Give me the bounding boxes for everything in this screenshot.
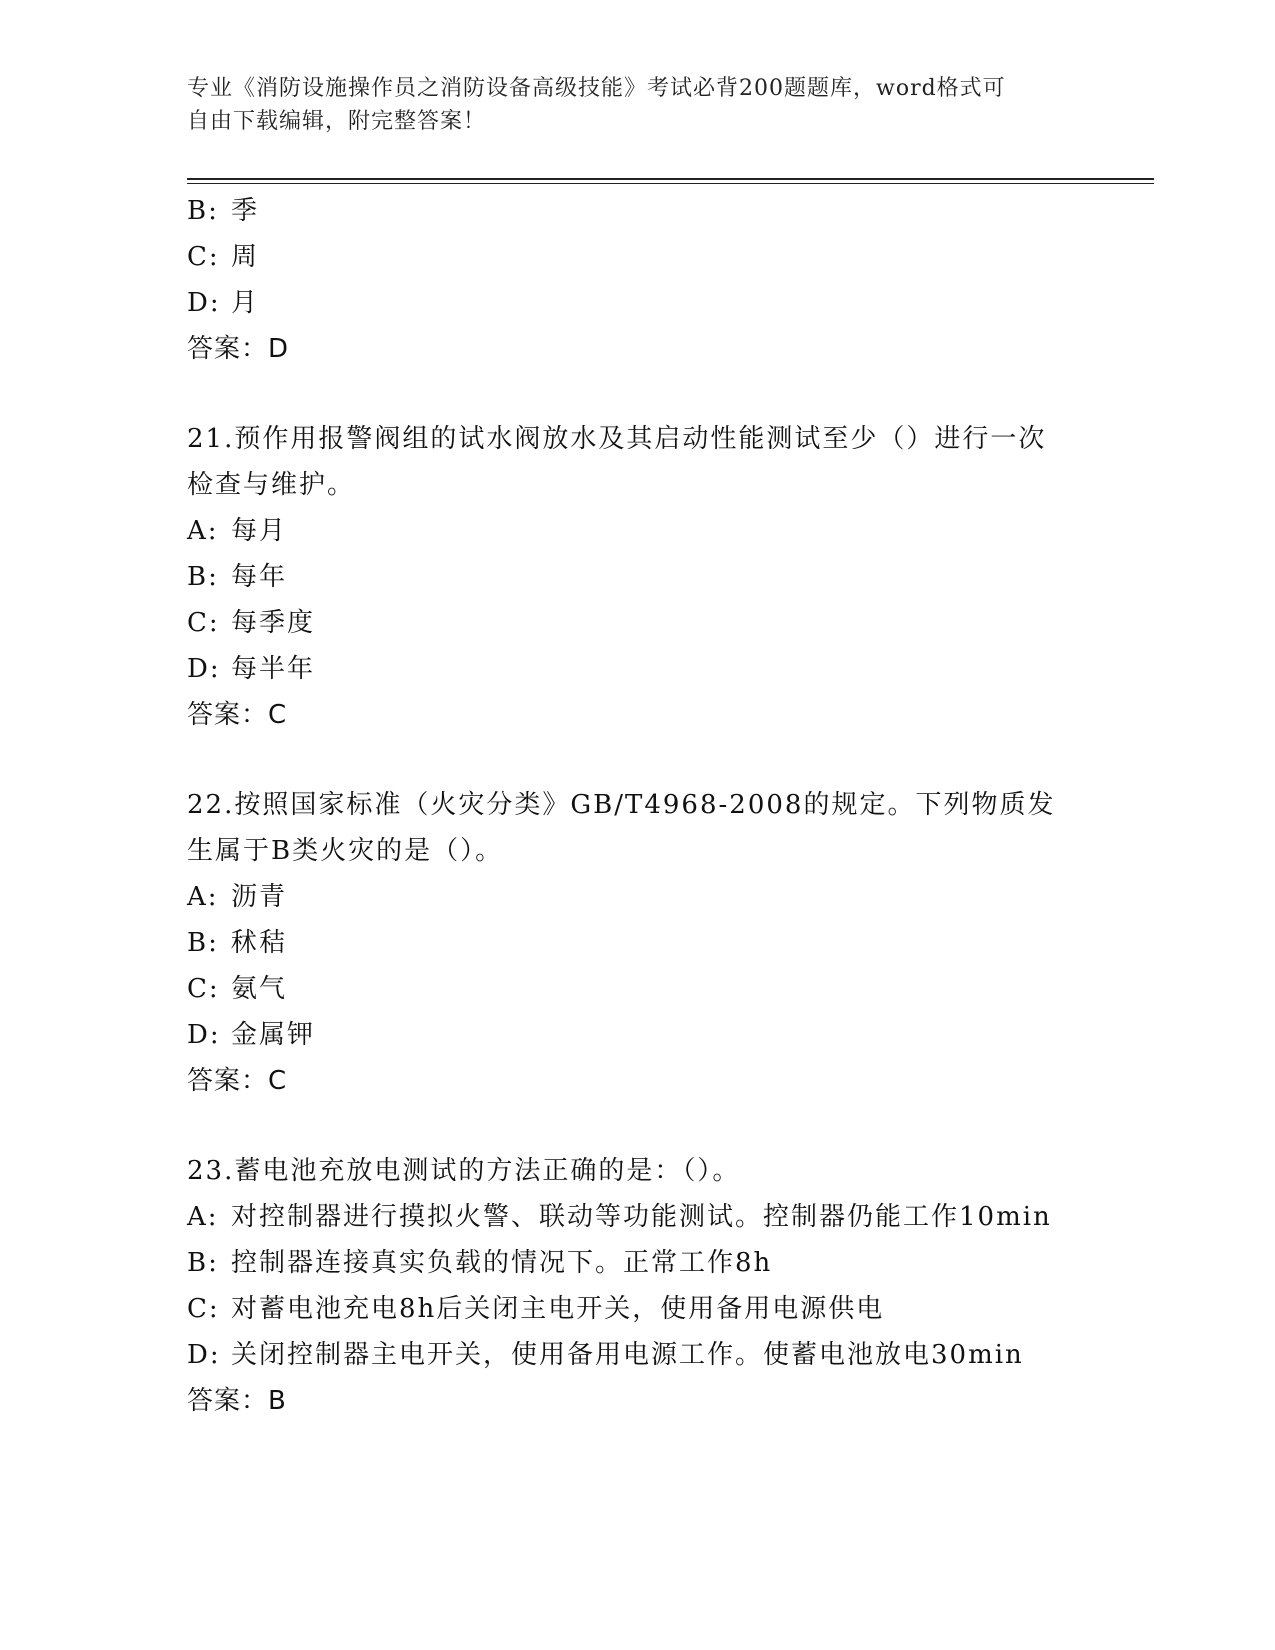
option-d bbox=[187, 1012, 1087, 1058]
header-line-2: 自由下载编辑，附完整答案！ bbox=[187, 109, 487, 134]
option-b bbox=[187, 920, 1087, 966]
option-c bbox=[187, 234, 1087, 280]
question-content bbox=[187, 188, 1087, 1424]
question-stem: 23.蓄电池充放电测试的方法正确的是：（）。 bbox=[187, 1156, 741, 1186]
option-letter: A: bbox=[187, 1202, 219, 1232]
question-22 bbox=[187, 782, 1087, 1104]
option-text: 控制器连接真实负载的情况下。正常工作8h bbox=[231, 1248, 773, 1278]
option-text: 月 bbox=[231, 288, 260, 318]
option-letter: B: bbox=[187, 562, 219, 592]
option-letter: C: bbox=[187, 608, 220, 638]
spacer bbox=[187, 738, 1087, 782]
option-text: 秫秸 bbox=[231, 928, 288, 958]
option-letter: D: bbox=[187, 1340, 221, 1370]
option-text: 对蓄电池充电8h后关闭主电开关，使用备用电源供电 bbox=[231, 1294, 885, 1324]
header-divider-thin bbox=[187, 183, 1154, 184]
answer-line: 答案：C bbox=[187, 1066, 288, 1096]
answer-line: 答案：D bbox=[187, 334, 290, 364]
carryover-question bbox=[187, 188, 1087, 372]
option-letter: C: bbox=[187, 242, 220, 272]
option-b bbox=[187, 1240, 1087, 1286]
option-c bbox=[187, 600, 1087, 646]
option-c bbox=[187, 1286, 1087, 1332]
question-23 bbox=[187, 1148, 1087, 1424]
question-stem: 21.预作用报警阀组的试水阀放水及其启动性能测试至少（）进行一次检查与维护。 bbox=[187, 424, 1047, 500]
spacer bbox=[187, 1104, 1087, 1148]
option-letter: B: bbox=[187, 196, 219, 226]
option-b bbox=[187, 554, 1087, 600]
option-text: 金属钾 bbox=[231, 1020, 316, 1050]
option-text: 每月 bbox=[231, 516, 288, 546]
option-a bbox=[187, 508, 1087, 554]
option-letter: C: bbox=[187, 1294, 220, 1324]
header-line-1: 专业《消防设施操作员之消防设备高级技能》考试必背200题题库，word格式可 bbox=[187, 76, 1006, 101]
question-stem: 22.按照国家标准（火灾分类》GB/T4968-2008的规定。下列物质发生属于B类火灾的是（）。 bbox=[187, 790, 1056, 866]
document-header bbox=[187, 72, 1067, 138]
header-divider-thick bbox=[187, 178, 1154, 180]
option-text: 氨气 bbox=[231, 974, 288, 1004]
option-letter: D: bbox=[187, 1020, 221, 1050]
option-b bbox=[187, 188, 1087, 234]
option-letter: A: bbox=[187, 516, 219, 546]
option-d bbox=[187, 646, 1087, 692]
option-d bbox=[187, 280, 1087, 326]
option-d bbox=[187, 1332, 1087, 1378]
option-letter: C: bbox=[187, 974, 220, 1004]
option-letter: A: bbox=[187, 882, 219, 912]
answer-line: 答案：C bbox=[187, 700, 288, 730]
option-text: 沥青 bbox=[231, 882, 288, 912]
option-text: 每年 bbox=[231, 562, 288, 592]
option-a bbox=[187, 874, 1087, 920]
option-text: 周 bbox=[231, 242, 260, 272]
option-text: 对控制器进行摸拟火警、联动等功能测试。控制器仍能工作10min bbox=[231, 1202, 1052, 1232]
answer-line: 答案：B bbox=[187, 1386, 287, 1416]
option-letter: B: bbox=[187, 928, 219, 958]
option-text: 每半年 bbox=[231, 654, 316, 684]
question-21 bbox=[187, 416, 1087, 738]
option-c bbox=[187, 966, 1087, 1012]
option-a bbox=[187, 1194, 1087, 1240]
option-text: 季 bbox=[231, 196, 260, 226]
option-text: 每季度 bbox=[231, 608, 316, 638]
option-letter: D: bbox=[187, 654, 221, 684]
spacer bbox=[187, 372, 1087, 416]
option-letter: B: bbox=[187, 1248, 219, 1278]
option-letter: D: bbox=[187, 288, 221, 318]
option-text: 关闭控制器主电开关，使用备用电源工作。使蓄电池放电30min bbox=[231, 1340, 1024, 1370]
